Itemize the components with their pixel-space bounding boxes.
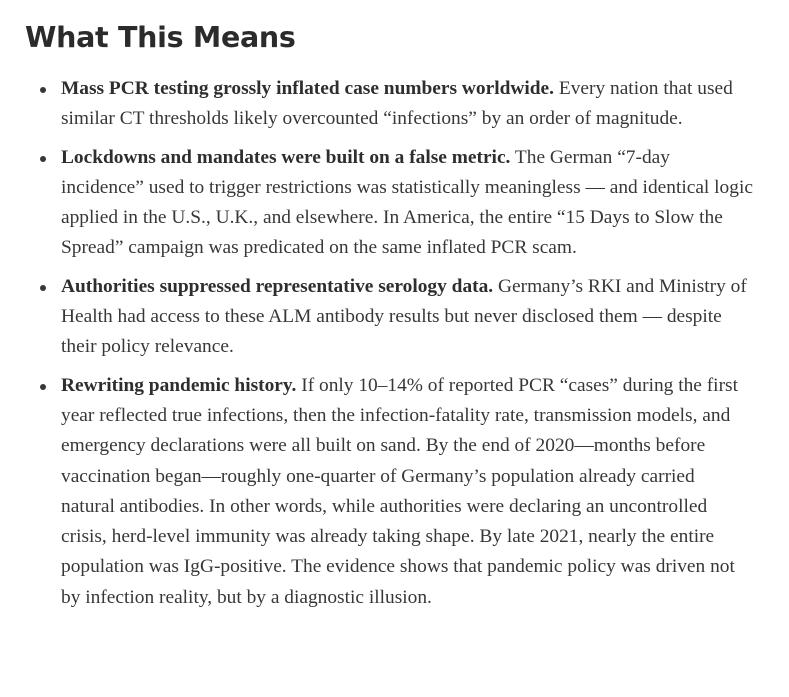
bullet-item (0, 272, 789, 363)
bullet-text: If only 10–14% of reported PCR “cases” during the first year reflected true infections, then the infection-fatality rate, transmission models, and emergency declarations were all built on sand. By the end of 2020—months before vaccination began—roughly one-quarter of Germany’s population already carried natural antibodies. In other words, while authorities were declaring an uncontrolled crisis, herd-level immunity was already taking shape. By late 2021, nearly the entire population was IgG-positive. The evidence shows that pandemic policy was driven not by infection reality, but by a diagnostic illusion. (61, 374, 738, 608)
bullet-lead: Mass PCR testing grossly inflated case numbers worldwide. (61, 78, 555, 99)
bullet-item (0, 371, 789, 613)
bullet-list (0, 74, 789, 621)
bullet-text: The German “7-day incidence” used to trigger restrictions was statistically meaningless — and identical logic applied in the U.S., U.K., and elsewhere. In America, the entire “15 Days to Slow the Spread” campaign was predicated on the same inflated PCR scam. (61, 146, 753, 259)
bullet-item (0, 143, 789, 264)
bullet-text: Every nation that used similar CT thresholds likely overcounted “infections” by an order of magnitude. (61, 78, 733, 130)
section-heading: What This Means (25, 21, 296, 54)
bullet-text: Germany’s RKI and Ministry of Health had access to these ALM antibody results but never disclosed them — despite their policy relevance. (61, 275, 747, 358)
bullet-lead: Authorities suppressed representative serology data. (61, 275, 494, 297)
bullet-lead: Lockdowns and mandates were built on a false metric. (61, 146, 511, 168)
bullet-lead: Rewriting pandemic history. (61, 374, 297, 396)
bullet-item (0, 74, 789, 135)
